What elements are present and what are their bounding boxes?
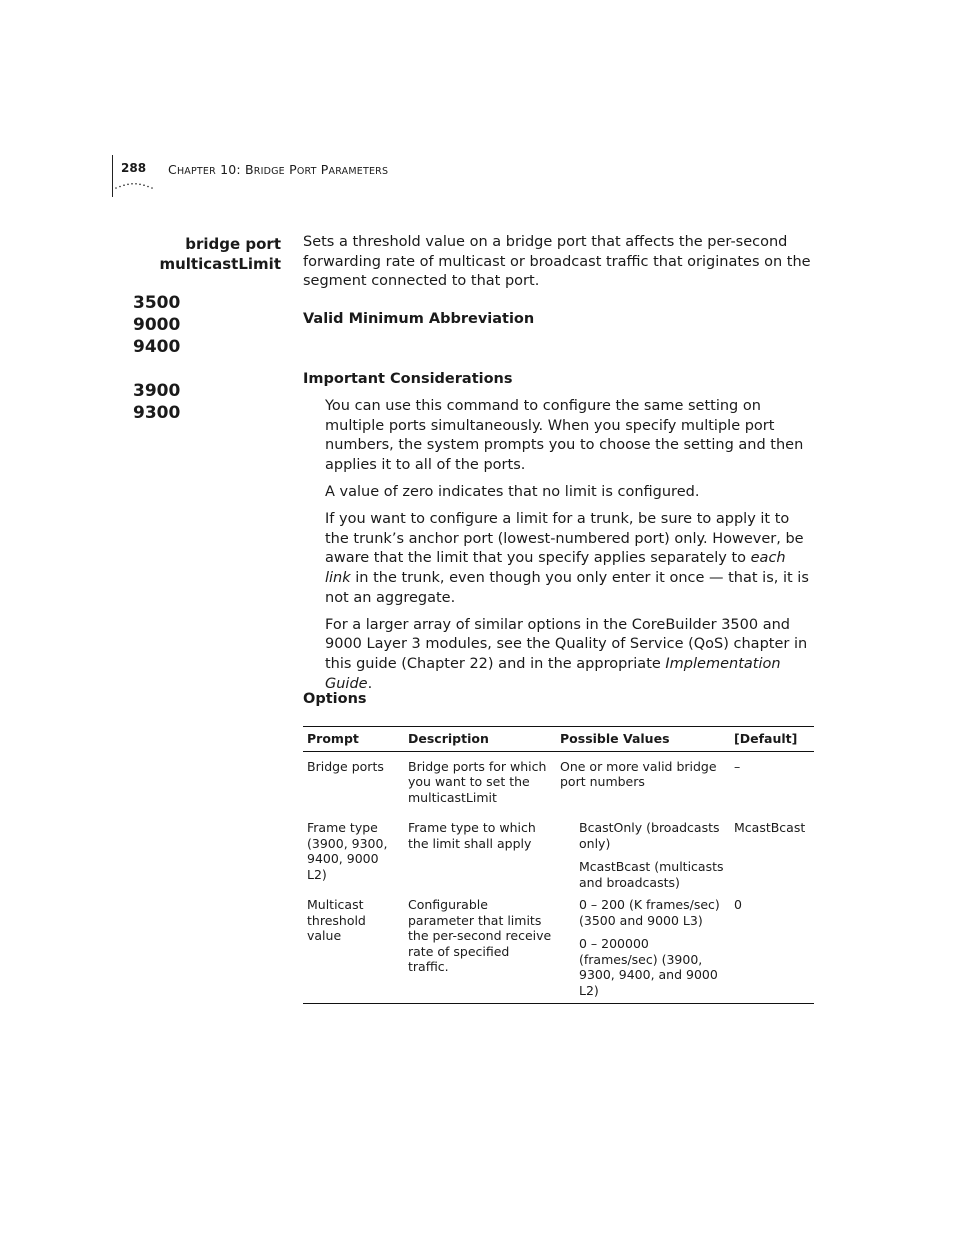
consideration-paragraph (325, 510, 815, 608)
text-run: If you want to configure a limit for a trunk, be sure to apply it to the trunk’s anchor port (lowest-numbered port) only. However, be aware that the limit that you specify applies separately to (325, 511, 804, 567)
values-cell (556, 751, 730, 805)
value-item: 0 – 200 (K frames/sec) (3500 and 9000 L3) (579, 897, 720, 928)
platform-item: 9000 (133, 315, 181, 335)
default-cell: – (734, 758, 741, 774)
platform-item: 3500 (133, 293, 181, 313)
chapter-word: RIDGE (253, 166, 285, 177)
heading-options: Options (303, 691, 367, 707)
description-cell: Configurable parameter that limits the per-second receive rate of specified traffic. (404, 890, 556, 1004)
options-table (303, 726, 814, 1004)
value-item: BcastOnly (broadcasts only) (579, 820, 720, 851)
command-title (159, 234, 281, 274)
command-description: Sets a threshold value on a bridge port that affects the per-second forwarding rate of multicast or broadcast traffic that originates on the segment connected to that port. (303, 234, 811, 290)
value-item: One or more valid bridge port numbers (560, 758, 717, 789)
text-run: . (367, 675, 373, 692)
chapter-initial: B (245, 162, 254, 177)
chapter-initial: P (320, 162, 329, 177)
text-run: For a larger array of similar options in the CoreBuilder 3500 and 9000 Layer 3 modules, see the Quality of Service (QoS) chapter in this guide (Chapter 22) and in the appropriate (325, 616, 808, 672)
command-title-line: multicastLimit (159, 255, 281, 273)
platform-item: 3900 (133, 381, 181, 401)
table-row (303, 751, 814, 805)
platform-list (133, 292, 180, 424)
value-item: 0 – 200000 (frames/sec) (3900, 9300, 9400, and 9000 L2) (579, 936, 718, 998)
prompt-cell: Frame type (3900, 9300, 9400, 9000 L2) (307, 820, 388, 882)
considerations-body (325, 397, 815, 702)
description-cell: Frame type to which the limit shall apply (408, 820, 536, 851)
description-cell: Bridge ports for which you want to set the multicastLimit (408, 758, 547, 805)
chapter-initial: P (289, 162, 297, 177)
heading-important-considerations: Important Considerations (303, 371, 513, 387)
prompt-cell: Multicast threshold value (303, 890, 404, 1004)
chapter-word: HAPTER (176, 166, 216, 177)
consideration-paragraph (325, 616, 815, 694)
header-dot-ornament (114, 180, 156, 190)
chapter-word: ORT (296, 166, 317, 177)
command-title-line: bridge port (185, 235, 281, 253)
consideration-paragraph: A value of zero indicates that no limit is configured. (325, 483, 700, 500)
page-number: 288 (121, 161, 147, 175)
heading-valid-minimum: Valid Minimum Abbreviation (303, 311, 535, 327)
emphasis-text: each link (325, 550, 786, 586)
column-header: Possible Values (556, 727, 730, 752)
header-rule (112, 155, 113, 197)
chapter-word: ARAMETERS (328, 166, 389, 177)
prompt-cell: Bridge ports (307, 758, 384, 774)
emphasis-text: Implementation Guide (325, 655, 781, 692)
value-item: McastBcast (multicasts and broadcasts) (579, 859, 724, 890)
table-header-row (303, 727, 814, 752)
chapter-title (168, 162, 388, 177)
values-cell (556, 805, 730, 890)
platform-item: 9400 (133, 337, 181, 357)
chapter-number: 10: (215, 162, 245, 177)
default-cell: 0 (730, 890, 814, 1004)
consideration-paragraph: You can use this command to configure the same setting on multiple ports simultaneously. When you specify multiple port numbers, the system prompts you to choose the setting and then applies it to all of the ports. (325, 398, 804, 473)
table-row (303, 805, 814, 890)
default-cell: McastBcast (734, 820, 806, 835)
platform-item: 9300 (133, 403, 181, 423)
text-run: in the trunk, even though you only enter it once — that is, it is not an aggregate. (325, 569, 809, 606)
column-header: Prompt (303, 727, 404, 752)
column-header: Description (404, 727, 556, 752)
values-cell (556, 890, 730, 1004)
chapter-initial: C (168, 162, 177, 177)
table-row (303, 890, 814, 1004)
column-header: [Default] (730, 727, 814, 752)
